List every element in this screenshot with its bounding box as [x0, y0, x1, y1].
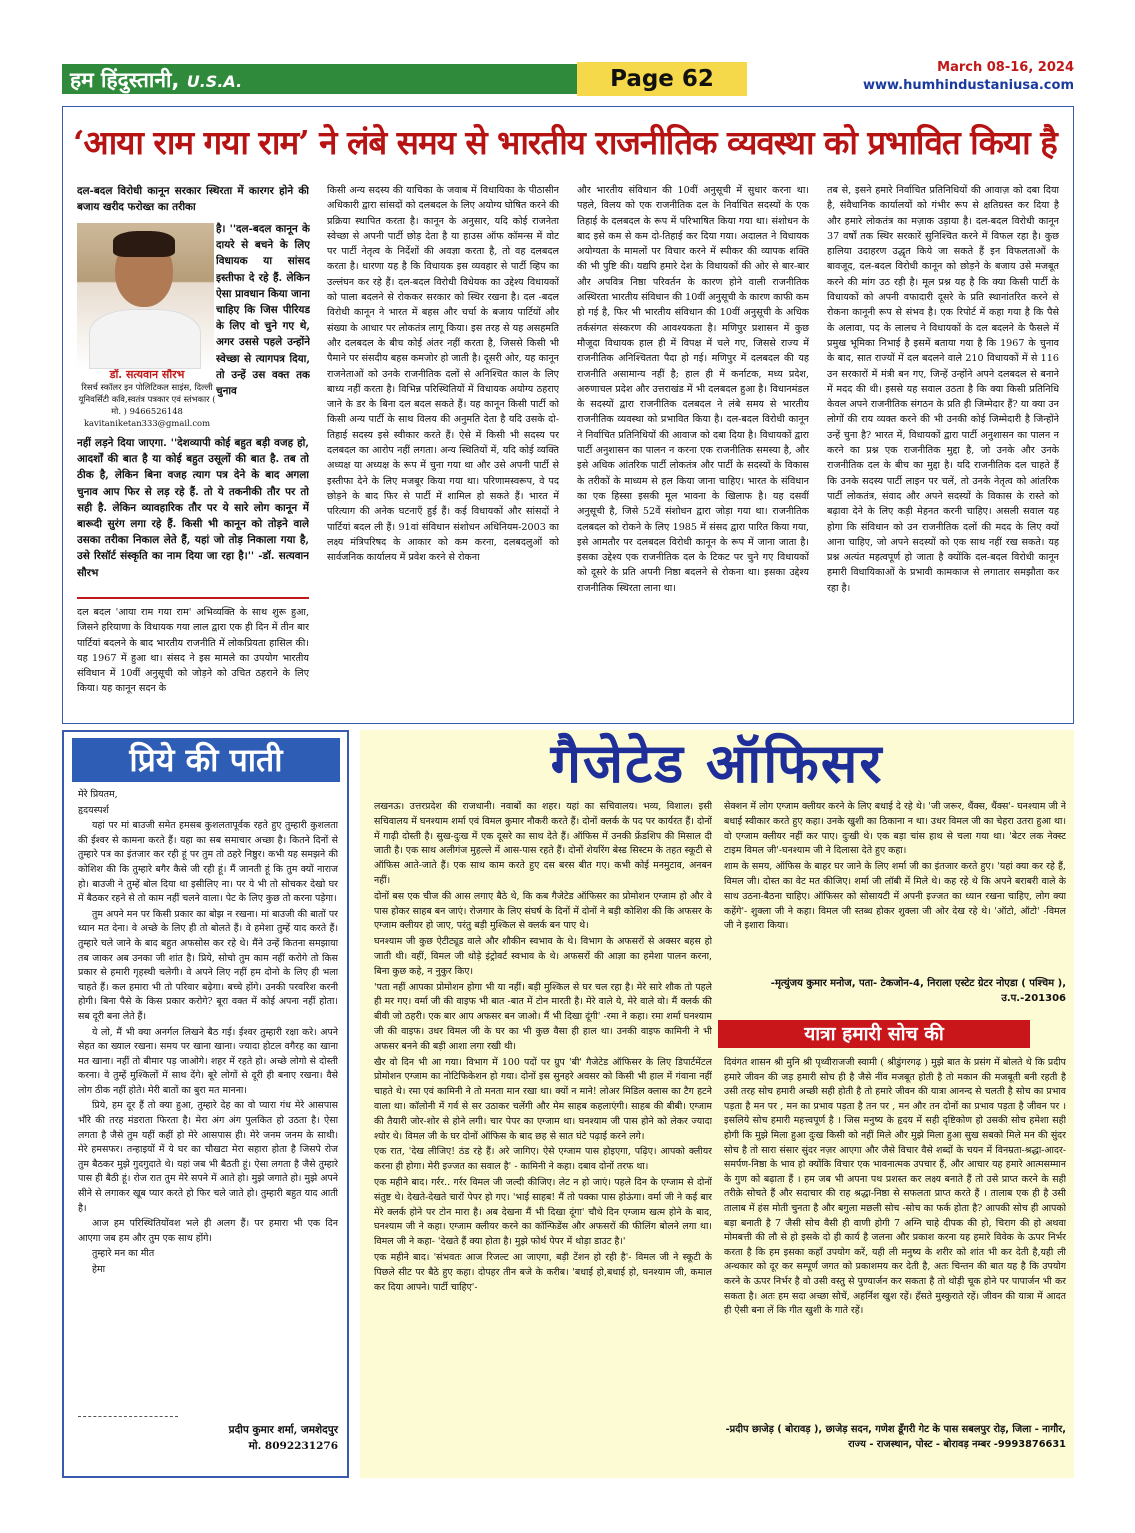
story-author: -मृत्युंजय कुमार मनोज, पता- टेकजोन-4, निराला एस्टेट ग्रेटर नोएडा ( पश्चिम ), उ.प.-201306 — [770, 978, 1066, 1004]
article-lead-side: है। ''दल-बदल कानून के दायरे से बचने के लिए विधायक या सांसद इस्तीफा दे रहे हैं. लेकिन ऐसा प्रावधान किया जाना चाहिए कि जिस पीरियड के लिए वो चुने गए थे, अगर उससे पहले उन्होंने स्वेच्छा से त्यागपत्र दिया, तो उन्हें उस वक्त तक चुनाव — [216, 223, 310, 398]
story-paragraph: एक रात, 'देख लीजिए! ठंड रहे हैं। अरे जागिए। ऐसे एग्जाम पास होइएगा, पढ़िए। आपको क्लीयर करना ही होगा। मेरी इज्जत का सवाल है' - कामिनी ने कहा। दबाव दोनों तरफ था। — [374, 1146, 712, 1173]
signature-name: प्रदीप कुमार शर्मा, जमशेदपुर — [228, 1424, 338, 1436]
divider — [77, 597, 309, 599]
article-lead: दल-बदल विरोधी कानून सरकार स्थिरता में कारगर होने की बजाय खरीद फरोख्त का तरीका — [77, 185, 309, 213]
letter-salutation-2: हृदयस्पर्श — [78, 804, 109, 816]
letter-paragraph: ये लो, मैं भी क्या अनर्गल लिखने बैठ गई। ईश्वर तुम्हारी रक्षा करे। अपने सेहत का ख्याल रखना। समय पर खाना खाना। ज्यादा होटल वगैरह का खाना मत खाना। नहीं तो बीमार पड़ जाओगे। शहर में रहते हो। अच्छे लोगो से दोस्ती करना। वे तुम्हें मुश्किलों में साथ देंगे। बूरे लोगों से दूरी ही बनाए रखना। वैसे लोग ठीक नहीं होते। मेरी बातों का बुरा मत मानना। — [78, 1026, 338, 1096]
story-paragraph: लखनऊ। उत्तरप्रदेश की राजधानी। नवाबों का शहर। यहां का सचिवालय। भव्य, विशाल। इसी सचिवालय में घनश्याम शर्मा एवं विमल कुमार नौकरी करते हैं। दोनों क्लर्क के पद पर कार्यरत हैं। दोनों में गाढ़ी दोस्ती है। सुख-दुःख में एक दूसरे का साथ देते हैं। ऑफिस में उनकी फ्रेंडशिप की मिसाल दी जाती है। एक साथ अलीगंज मुहल्ले में आस-पास रहते हैं। दोनों शेयरिंग बेस्ड सिस्टम के तहत स्कूटी से ऑफिस आते-जाते हैं। एक साथ काम करते हुए दस बरस बीत गए। कभी कोई मनमुटाव, अनबन नहीं। — [374, 801, 712, 886]
website-url[interactable]: www.humhindustaniusa.com — [862, 78, 1074, 93]
letter-paragraph: आज हम परिस्थितियोंवश भले ही अलग हैं। पर हमारा भी एक दिन आएगा जब हम और तुम एक साथ होंगे। — [78, 1218, 338, 1244]
story-paragraph: शाम के समय, ऑफिस के बाहर घर जाने के लिए शर्मा जी का इंतजार करते हुए। 'यहां क्या कर रहे हैं, विमल जी। दोस्त का वेट मत कीजिए। शर्मा जी लॉबी में मिले थे। कह रहे थे कि अपने बराबरी वाले के साथ उठना-बैठना चाहिए। ऑफिसर को सोसायटी में अपनी इज्जत का ध्यान रखना चाहिए, लोग क्या कहेंगे'- शुक्ला जी ने कहा। विमल जी स्तब्ध होकर शुक्ला जी ओर देख रहे थे। 'ऑटो, ऑटो' -विमल जी ने इशारा किया। — [724, 861, 1066, 932]
essay-author: -प्रदीप छाजेड़ ( बोरावड़ ), छाजेड़ सदन, गणेश डूँगरी गेट के पास सबलपुर रोड़, जिला - नागौर, राज्य - राजस्थान, पोस्ट - बोरावड़ नम्बर -9993876631 — [725, 1424, 1066, 1450]
article-column-3: और भारतीय संविधान की 10वीं अनुसूची में सुधार करना था। पहले, विलय को एक राजनीतिक दल के निर्वाचित सदस्यों के एक तिहाई के दलबदल के रूप में परिभाषित किया गया था। संशोधन के बाद इसे कम से कम दो-तिहाई कर दिया गया। अदालत ने विधायक अयोग्यता के मामलों पर विचार करने में स्पीकर की व्यापक शक्ति की भी पुष्टि की। यद्यपि हमारे देश के विधायकों की ओर से बार-बार और अपवित्र निष्ठा परिवर्तन के कारण होने वाली राजनीतिक अस्थिरता भारतीय संविधान की 10वीं अनुसूची के कारण काफी कम हो गई है, फिर भी भारतीय संविधान की 10वीं अनुसूची के अधिक तर्कसंगत संस्करण की आवश्यकता है। मणिपुर प्रशासन में कुछ मौजूदा विधायक हाल ही में विपक्ष में चले गए, जिससे राज्य में राजनीतिक अनिश्चितता पैदा हो गई। मणिपुर में दलबदल की यह राजनीति असामान्य नहीं है; हाल ही में कर्नाटक, मध्य प्रदेश, अरुणाचल प्रदेश और उत्तराखंड में भी दलबदल हुआ है। विधानमंडल के सदस्यों द्वारा राजनीतिक दलबदल ने लंबे समय से भारतीय राजनीतिक व्यवस्था को प्रभावित किया है। दल-बदल विरोधी कानून ने निर्वाचित प्रतिनिधियों की आवाज को दबा दिया है। विधायकों द्वारा पार्टी अनुशासन का पालन न करना एक राजनीतिक समस्या है, और इसे अधिक आंतरिक पार्टी लोकतंत्र और पार्टी के सदस्यों के विकास के तरीकों के माध्यम से हल किया जाना चाहिए। भारत के संविधान का एक हिस्सा इसकी मूल भावना के खिलाफ है। यह दसवीं अनुसूची है, जिसे 52वें संशोधन द्वारा जोड़ा गया था। राजनीतिक दलबदल को रोकने के लिए 1985 में संसद द्वारा पारित किया गया, इसे आमतौर पर दलबदल विरोधी कानून के रूप में जाना जाता है। इसका उद्देश्य एक राजनीतिक दल के टिकट पर चुने गए विधायकों को दूसरे के प्रति अपनी निष्ठा बदलने से रोकना था। इसका उद्देश्य राजनीतिक स्थिरता लाना था। — [577, 185, 809, 594]
story-paragraph: एक महीने बाद। 'संभवतः आज रिजल्ट आ जाएगा, बड़ी टेंशन हो रही है'- विमल जी ने स्कूटी के पिछले सीट पर बैठे हुए कहा। दोपहर तीन बजे के करीब। 'बधाई हो,बधाई हो, घनश्याम जी, कमाल कर दिया आपने। पार्टी चाहिए'- — [374, 1251, 712, 1293]
letter-paragraph: प्रिये, हम दूर हैं तो क्या हुआ, तुम्हारे देह का वो प्यारा गंध मेरे आसपास भौंरे की तरह मंडराता फिरता है। मेरा अंग अंग पुलकित हो उठता है। ऐसा लगता है जैसे तुम यहीं कहीं हो मेरे आसपास ही। मेरे जनम जनम के साथी। मेरे हमसफर। तन्हाइयों में ये घर का चौखटा मेरा सहारा होता है जिसपे रोज तुम बैठकर मुझे गुदगुदाते थे। यहां जब भी बैठती हूं। ऐसा लगता है जैसे तुम्हारे पास ही बैठी हूं। रोज रात तुम मेरे सपने में आते हो। मुझे जगाते हो। मुझे अपने सीने से लगाकर खूब प्यार करते हो फिर चले जाते हो। तुम्हारी बहुत याद आती है। — [78, 1100, 338, 1214]
author-caption — [77, 369, 217, 433]
letter-paragraph: तुम अपने मन पर किसी प्रकार का बोझ न रखना। मां बाउजी की बातों पर ध्यान मत देना। वे अच्छे के लिए ही तो बोलते हैं। वे हमेशा तुम्हें याद करते हैं। तुम्हारे चले जाने के बाद बहुत अफसोस कर रहे थे। मैंने उन्हें कितना समझाया तब जाकर अब उनका जी शांत है। प्रिये, सोचो तुम काम नहीं करोगे तो किस प्रकार से हमारी गृहस्थी चलेगी। वे अपने लिए नहीं हम दोनो के लिए ही भला चाहते हैं। कल हमारा भी तो परिवार बढ़ेगा। बच्चे होंगे। उनकी परवरिश करनी होगी। बिना पैसे के किस प्रकार करोगे? बूरा वक्त में कोई अपना नहीं होता। सब दूरी बना लेते हैं। — [78, 908, 338, 1022]
author-bio: रिसर्च स्कॉलर इन पोलिटिकल साइंस, दिल्ली यूनिवर्सिटी कवि,स्वतंत्र पत्रकार एवं स्तंभकार ( मो. ) 9466526148 kavitaniketan333@gmail.com — [78, 382, 216, 428]
article-column-4: तब से, इसने हमारे निर्वाचित प्रतिनिधियों की आवाज़ को दबा दिया है, संवैधानिक कार्यालयों को गंभीर रूप से क्षतिग्रस्त कर दिया है और हमारे लोकतंत्र का मज़ाक उड़ाया है। दल-बदल विरोधी कानून 37 वर्षों तक स्थिर सरकारें सुनिश्चित करने में विफल रहा है। कुछ हालिया उदाहरण उद्धृत किये जा सकते हैं इन विफलताओं के बावजूद, दल-बदल विरोधी कानून को छोड़ने के बजाय उसे मजबूत करने की मांग उठ रही है। मूल प्रश्न यह है कि क्या किसी पार्टी के विधायकों को अपनी वफादारी दूसरे के प्रति स्थानांतरित करने से रोकना कानूनी रूप से संभव है। एक रिपोर्ट में कहा गया है कि पैसे के अलावा, पद के लालच ने विधायकों के दल बदलने के फैसले में प्रमुख भूमिका निभाई है इसमें बताया गया है कि 1967 के चुनाव के बाद, सात राज्यों में दल बदलने वाले 210 विधायकों में से 116 उन सरकारों में मंत्री बन गए, जिन्हें उन्होंने अपने दलबदल से बनाने में मदद की थी। इससे यह सवाल उठता है कि क्या किसी प्रतिनिधि केवल अपने राजनीतिक संगठन के प्रति ही जिम्मेदार हैं? या क्या उन लोगों की राय व्यक्त करने की भी उनकी कोई जिम्मेदारी है जिन्होंने उन्हें चुना है? भारत में, विधायकों द्वारा पार्टी अनुशासन का पालन न करने का प्रश्न एक राजनीतिक मुद्दा है, जो उनके और उनके राजनीतिक दल के बीच का मुद्दा है। यदि राजनीतिक दल चाहते हैं कि उनके सदस्य पार्टी लाइन पर चलें, तो उनके नेतृत्व को आंतरिक पार्टी लोकतंत्र, संवाद और अपने सदस्यों के विकास के रास्ते को बढ़ावा देने के लिए कड़ी मेहनत करनी चाहिए। असली सवाल यह होगा कि संविधान को उन राजनीतिक दलों की मदद के लिए क्यों आना चाहिए, जो अपने सदस्यों को एक साथ नहीं रख सकते। यह प्रश्न अत्यंत महत्वपूर्ण हो जाता है क्योंकि दल-बदल विरोधी कानून हमारी विधायिकाओं के प्रभावी कामकाज से लगातार समझौता कर रहा है। — [827, 185, 1059, 594]
masthead — [62, 62, 1074, 98]
letter-body — [78, 788, 338, 1414]
letter-paragraph: यहां पर मां बाउजी समेत हमसब कुशलतापूर्वक रहते हुए तुम्हारी कुशलता की ईश्वर से कामना करते हैं। यहा का सब समाचार अच्छा है। कितने दिनों से तुम्हारे पत्र का इंतजार कर रही हूं पर तुम तो ठहरे निष्ठुर। कभी यह समझने की कोशिश की कि तुम्हारे बगैर कैसे जी रही हूं। मैं जानती हूं कि तुम क्यों नाराज हो। बाउजी ने तुम्हें बोल दिया था इसीलिए ना। पर ये भी तो सोचकर देखो घर में बैठकर रहने से तो काम नहीं चलने वाला। पेट के लिए कुछ तो करना पड़ेगा। — [78, 820, 338, 905]
divider — [78, 1416, 178, 1417]
story-paragraph: खैर वो दिन भी आ गया। विभाग में 100 पदों पर ग्रुप 'बी' गैजेटेड ऑफिसर के लिए डिपार्टमेंटल प्रोमोशन एग्जाम का नोटिफिकेशन हो गया। दोनों इस सुनहरे अवसर को किसी भी हाल में गंवाना नहीं चाहते थे। रमा एवं कामिनी ने तो मनता मान रखा था। क्यों न माने! लोअर मिडिल क्लास का टैग हटने वाला था। कॉलोनी में गर्व से सर उठाकर चलेंगी और मेम साहब कहलाएंगी। साहब की बीबी। एग्जाम की तैयारी जोर-शोर से होने लगी। चार पेपर का एग्जाम था। घनश्याम जी पास होने को लेकर ज्यादा श्योर थे। विमल जी के घर दोनों ऑफिस के बाद छह से सात घंटे पढ़ाई करने लगे। — [374, 1056, 712, 1142]
story-title: गैजेटेड ऑफिसर — [550, 732, 884, 795]
paper-name — [62, 64, 577, 94]
paper-suffix: U.S.A. — [186, 72, 243, 91]
letter-section — [62, 730, 349, 1478]
story-paragraph: एक महीने बाद। गर्रर.. गर्रर विमल जी जल्दी कीजिए। लेट न हो जाएं। पहले दिन के एग्जाम से दोनों संतुष्ट थे। देखते-देखते चारों पेपर हो गए। 'भाई साहब! मैं तो पक्का पास होऊंगा। वर्मा जी ने कई बार मेरे क्लर्क होने पर टोन मारा है। अब देखना मैं भी दिखा दूंगा' चौथे दिन एग्जाम खत्म होने के बाद, घनश्याम जी ने कहा। एग्जाम क्लीयर करने का कॉन्फिडेंस और अफसरों की फीलिंग बोलने लगा था। विमल जी ने कहा- 'देखते हैं क्या होता है। मुझे फोर्थ पेपर में थोड़ा डाउट है।' — [374, 1176, 712, 1248]
letter-title: प्रिये की पाती — [72, 738, 340, 782]
paper-name-text: हम हिंदुस्तानी, — [70, 68, 180, 92]
story-paragraph: घनश्याम जी कुछ ऐटीट्यूड वाले और शौकीन स्वभाव के थे। विभाग के अफसरों से अक्सर बहस हो जाती थी। वहीं, विमल जी थोड़े इंट्रोवर्ट स्वभाव के थे। अफसरों की आज्ञा का हमेशा पालन करना, बिना कुछ कहे, न नुकुर किए। — [374, 936, 712, 977]
letter-sender: हेमा — [92, 1264, 106, 1275]
issue-date: March 08-16, 2024 — [937, 60, 1074, 75]
signature-phone: मो. 8092231276 — [248, 1440, 338, 1452]
author-name: डॉ. सत्यवान सौरभ — [109, 369, 185, 381]
story-paragraph: दोनों बस एक चीज की आस लगाए बैठे थे, कि कब गैजेटेड ऑफिसर का प्रोमोशन एग्जाम हो और वे पास होकर साहब बन जाएं। रोजगार के लिए संघर्ष के दिनों में दोनों ने बड़ी कोशिश की कि अफसर के एग्जाम क्लीयर हो जाए, परंतु बड़ी मुश्किल से क्लर्क बन पाए थे। — [374, 890, 712, 932]
story-paragraph: सेक्शन में लोग एग्जाम क्लीयर करने के लिए बधाई दे रहे थे। 'जी जरूर, थैंक्स, थैंक्स'- घनश्याम जी ने बधाई स्वीकार करते हुए कहा। उनके खुशी का ठिकाना न था। उधर विमल जी का चेहरा उतरा हुआ था। वो एग्जाम क्लीयर नहीं कर पाए। दुःखी थे। एक बड़ा चांस हाथ से चला गया था। 'बेटर लक नेक्स्ट टाइम विमल जी'-घनश्याम जी ने दिलासा देते हुए कहा। — [724, 801, 1066, 857]
page-number: Page 62 — [577, 62, 747, 96]
essay-body: दिवंगत शासन श्री मुनि श्री पृथ्वीराजजी स्वामी ( श्रीडुंगरगढ़ ) मुझे बात के प्रसंग में बोलते थे कि प्रदीप हमारे जीवन की जड़ हमारी सोच ही है जैसे नींव मजबूत होती है तो मकान की मजबूती बनी रहती है उसी तरह सोच हमारी अच्छी सही होती है तो हमारे जीवन की यात्रा आनन्द से चलती है सोच का प्रभाव पड़ता है मन पर , मन का प्रभाव पड़ता है तन पर , मन और तन दोनों का प्रभाव पड़ता है जीवन पर । इसलिये सोच हमारी महत्त्वपूर्ण है । जिस मनुष्य के हृदय में सही दृष्टिकोण हो उसकी सोच हमेशा सही होगी कि मुझे मिला हुआ दुःख किसी को नहीं मिले और मुझे मिला हुआ सुख सबको मिले मन की सुंदर सोच है तो सारा संसार सुंदर नज़र आएगा और जैसे विचार वैसे शब्दों के चयन में विनम्रता-श्रद्धा-आदर-समर्पण-निष्ठा के भाव हो क्योंकि विचार एक भावनात्मक उपचार हैं, और आचार यह हमारे आत्मसम्मान के गुण को बढ़ाता हैं । हम जब भी अपना पथ प्रशस्त कर लक्ष्य बनाते हैं तो उसे प्राप्त करने के सही तरीक़े सोचते हैं और सदाचार की राह श्रद्धा-निष्ठा से सफलता प्राप्त करते हैं । तालाब एक ही है उसी तालाब में हंस मोती चुनता है और बगुला मछली सोच -सोच का फर्क होता है? आपकी सोच ही आपको बड़ा बनाती है 7 जैसी सोच वैसी ही वाणी होगी 7 अग्नि चाहे दीपक की हो, चिराग की हो अथवा मोमबत्ती की लौ से हो इसके दो ही कार्य है जलना और प्रकाश करना यह हमारे विवेक के ऊपर निर्भर करता है कि हम इसका कहाँ उपयोग करें, यही ली मनुष्य के शरीर को शांत भी कर देती है,यही ली अन्धकार को दूर कर सम्पूर्ण जगत को प्रकाशमय कर देती है, अतः चिन्तन की बात यह है कि उपयोग करने के ऊपर निर्भर है वो उसी वस्तु से पुण्यार्जन कर सकता है तो थोड़ी चूक होने पर पापार्जन भी कर सकता है। अतः हम सदा अच्छा सोचें, अहर्निश खुश रहें। हँसते मुस्कुराते रहें। जीवन की यात्रा में आदत ही ऐसी बना लें कि गीत खुशी के गाते रहें। — [724, 1057, 1066, 1317]
story-paragraph: 'पता नहीं आपका प्रोमोशन होगा भी या नहीं। बड़ी मुश्किल से घर चल रहा है। मेरे सारे शौक तो पहले ही मर गए। वर्मा जी की वाइफ भी बात -बात में टोन मारती है। मेरे वाले ये, मेरे वाले वो। मैं क्लर्क की बीवी जो ठहरी। एक बार आप अफसर बन जाओ। मैं भी दिखा दूंगी' -रमा ने कहा। रमा शर्मा घनश्याम जी की वाइफ। उधर विमल जी के घर का भी कुछ वैसा ही हाल था। उनकी वाइफ कामिनी ने भी अफसर बनने की बड़ी आशा लगा रखी थी। — [374, 981, 712, 1052]
letter-signature — [78, 1422, 338, 1470]
article-column-2: किसी अन्य सदस्य की याचिका के जवाब में विधायिका के पीठासीन अधिकारी द्वारा सांसदों को दलबदल के लिए अयोग्य घोषित करने की प्रक्रिया स्थापित करता है। कानून के अनुसार, यदि कोई राजनेता स्वेच्छा से अपनी पार्टी छोड़ देता है या हाउस ऑफ कॉमन्स में वोट पर पार्टी नेतृत्व के निर्देशों की अवज्ञा करता है, तो वह दलबदल करता है। धारणा यह है कि विधायक इस व्यवहार से पार्टी व्हिप का उल्लंघन कर रहे हैं। दल-बदल विरोधी विधेयक का उद्देश्य विधायकों को पाला बदलने से रोककर सरकार को स्थिर रखना है। दल -बदल विरोधी कानून ने भारत में बहस और चर्चा के बजाय पार्टियों और संख्या के आधार पर लोकतंत्र लागू किया। इस तरह से यह असहमति और दलबदल के बीच कोई अंतर नहीं करता है, जिससे किसी भी पैमाने पर संसदीय बहस कमजोर हो जाती है। दूसरी ओर, यह कानून राजनेताओं को उनके राजनीतिक दलों से अनिश्चित काल के लिए बाध्य नहीं करता है। विभिन्न परिस्थितियों में विधायक अयोग्य ठहराए जाने के डर के बिना दल बदल सकते हैं। यह कानून किसी पार्टी को किसी अन्य पार्टी के साथ विलय की अनुमति देता है यदि उसके दो-तिहाई सदस्य इसे स्वीकार करते हैं। ऐसे में किसी भी सदस्य पर दलबदल का आरोप नहीं लगता। अन्य स्थितियों में, यदि कोई व्यक्ति अध्यक्ष या अध्यक्ष के रूप में चुना गया था और उसे अपनी पार्टी से इस्तीफा देने के लिए मजबूर किया गया था। परिणामस्वरूप, वे पद छोड़ने के बाद फिर से पार्टी में शामिल हो सकते हैं। भारत में परित्याग की अनेक घटनाएँ हुई हैं। कई विधायकों और सांसदों ने पार्टियां बदल ली हैं। 91वां संविधान संशोधन अधिनियम-2003 का लक्ष्य मंत्रिपरिषद के आकार को कम करना, दलबदलुओं को सार्वजनिक कार्यालय में प्रवेश करने से रोकना — [327, 185, 559, 564]
section-title: यात्रा हमारी सोच की — [718, 1020, 1030, 1048]
letter-salutation: मेरे प्रियतम, — [78, 789, 118, 800]
story-section — [360, 730, 1074, 1478]
top-article — [62, 106, 1074, 724]
article-column-1: दल बदल 'आया राम गया राम' अभिव्यक्ति के साथ शुरू हुआ, जिसने हरियाणा के विधायक गया लाल द्वारा एक ही दिन में तीन बार पार्टियां बदलने के बाद भारतीय राजनीति में लोकप्रियता हासिल की। यह 1967 में हुआ था। संसद ने इस मामले का उपयोग भारतीय संविधान में 10वीं अनुसूची को जोड़ने को उचित ठहराने के लिए किया। यह कानून सदन के — [77, 607, 309, 695]
story-column-1 — [374, 800, 712, 1470]
article-lead-continued: नहीं लड़ने दिया जाएगा. ''देशव्यापी कोई बहुत बड़ी वजह हो, आदर्शों की बात है या कोई बहुत उसूलों की बात है. तब तो ठीक है, लेकिन बिना वजह त्याग पत्र देने के बाद अगला चुनाव आप फिर से लड़ रहे हैं. तो ये तकनीकी तौर पर तो सही है. लेकिन व्यावहारिक तौर पर ये सारे लोग कानून में बारूदी सुरंग लगा रहे हैं. किसी भी कानून को तोड़ने वाले उसका तरीका निकाल लेते हैं, यहां जो तोड़ निकाला गया है, उसे रिसॉर्ट संस्कृति का नाम दिया जा रहा है।'' -डॉ. सत्यवान सौरभ — [77, 437, 309, 579]
author-photo — [77, 223, 214, 369]
letter-closing: तुम्हारे मन का मीत — [92, 1248, 155, 1260]
story-column-2 — [724, 800, 1066, 990]
article-headline: ‘आया राम गया राम’ ने लंबे समय से भारतीय राजनीतिक व्यवस्था को प्रभावित किया है — [73, 123, 1057, 162]
